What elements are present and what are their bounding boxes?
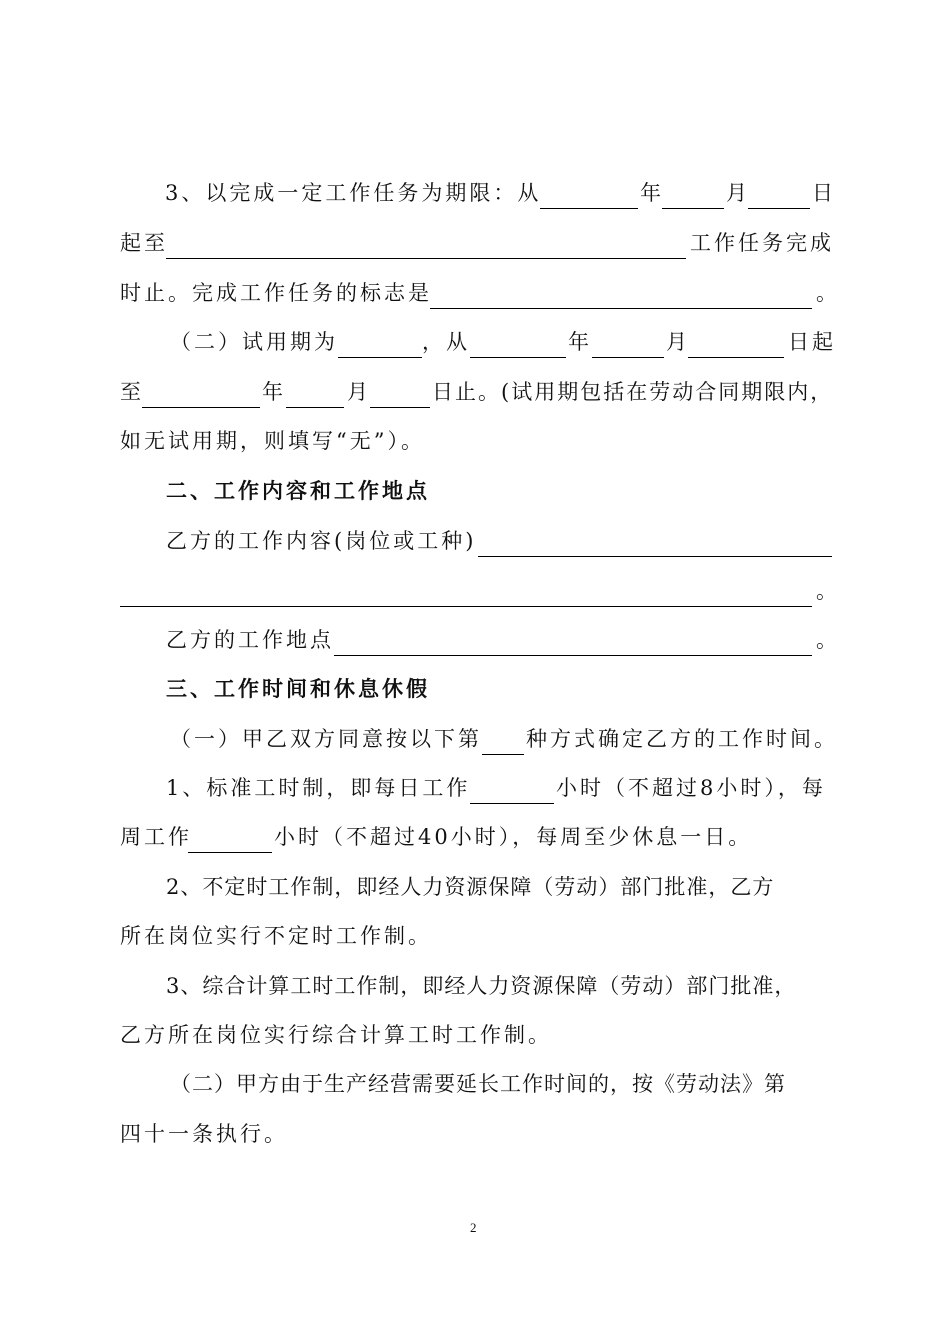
clause-text: （二）甲方由于生产经营需要延长工作时间的，按《劳动法》第 <box>170 1072 786 1096</box>
clause-text: 1、标准工时制，即每日工作 <box>166 776 471 800</box>
clause-text: 起至 <box>120 231 168 255</box>
blank-field[interactable] <box>370 407 430 408</box>
blank-field[interactable] <box>470 357 566 358</box>
clause-text: 月 <box>347 380 371 404</box>
blank-field[interactable] <box>748 208 810 209</box>
clause-text: 所在岗位实行不定时工作制。 <box>120 924 432 948</box>
clause-text: 周工作 <box>120 825 192 849</box>
clause-text: 。 <box>816 628 840 652</box>
clause-text: 日 <box>812 181 836 205</box>
clause-text: 小时（不超过8小时），每 <box>556 776 826 800</box>
blank-field[interactable] <box>188 852 272 853</box>
blank-field[interactable] <box>120 606 812 607</box>
blank-field[interactable] <box>482 754 524 755</box>
clause-text: 工作任务完成 <box>690 231 834 255</box>
clause-text: 乙方的工作地点 <box>166 628 334 652</box>
clause-text: 2、不定时工作制，即经人力资源保障（劳动）部门批准，乙方 <box>166 875 775 899</box>
clause-text: 乙方所在岗位实行综合计算工时工作制。 <box>120 1023 552 1047</box>
clause-text: （二）试用期为 <box>170 330 338 354</box>
clause-text: 3、以完成一定工作任务为期限：从 <box>165 181 542 205</box>
page-number: 2 <box>470 1220 477 1235</box>
blank-field[interactable] <box>338 357 422 358</box>
clause-text: 种方式确定乙方的工作时间。 <box>526 727 838 751</box>
blank-field[interactable] <box>540 208 638 209</box>
clause-text: 月 <box>726 181 750 205</box>
blank-field[interactable] <box>166 258 686 259</box>
clause-text: 如无试用期，则填写“无”）。 <box>120 429 425 453</box>
blank-field[interactable] <box>592 357 664 358</box>
clause-text: 小时（不超过40小时），每周至少休息一日。 <box>274 825 753 849</box>
clause-text: 年 <box>640 181 664 205</box>
clause-text: 四十一条执行。 <box>120 1122 288 1146</box>
clause-text: 年 <box>262 380 286 404</box>
blank-field[interactable] <box>478 556 832 557</box>
blank-field[interactable] <box>688 357 784 358</box>
clause-text: 乙方的工作内容(岗位或工种) <box>166 529 477 553</box>
clause-text: （一）甲乙双方同意按以下第 <box>170 727 482 751</box>
blank-field[interactable] <box>334 655 812 656</box>
clause-text: 日止。(试用期包括在劳动合同期限内， <box>432 380 834 404</box>
clause-text: 。 <box>816 579 840 603</box>
blank-field[interactable] <box>286 407 344 408</box>
section-title: 三、工作时间和休息休假 <box>166 677 430 701</box>
clause-text: 时止。完成工作任务的标志是 <box>120 281 432 305</box>
clause-text: 月 <box>666 330 690 354</box>
clause-text: 年 <box>568 330 592 354</box>
section-title: 二、工作内容和工作地点 <box>166 479 430 503</box>
clause-text: 3、综合计算工时工作制，即经人力资源保障（劳动）部门批准， <box>166 974 797 998</box>
clause-text: 至 <box>120 380 144 404</box>
clause-text: 日起 <box>788 330 836 354</box>
clause-text: 。 <box>816 281 840 305</box>
blank-field[interactable] <box>142 407 260 408</box>
blank-field[interactable] <box>662 208 724 209</box>
clause-text: ，从 <box>422 330 470 354</box>
blank-field[interactable] <box>430 308 812 309</box>
blank-field[interactable] <box>470 803 554 804</box>
